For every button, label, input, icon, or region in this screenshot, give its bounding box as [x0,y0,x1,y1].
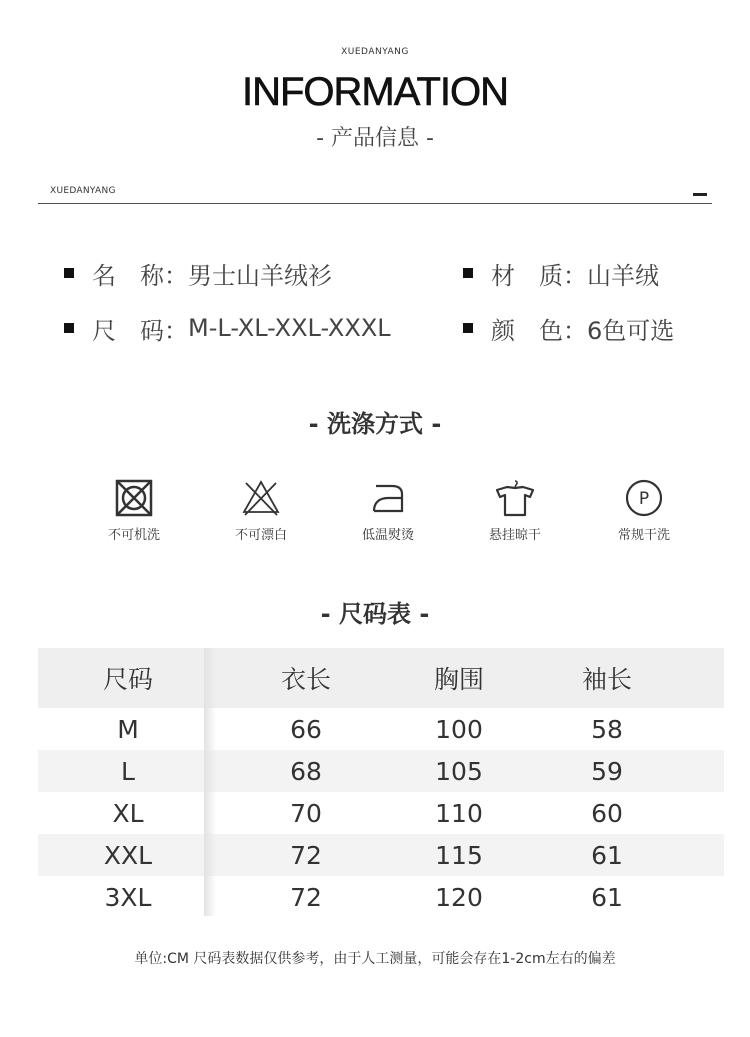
info-size-label: 尺 码： [92,316,188,345]
header-size: 尺码 [102,665,153,694]
cell-size: XXL [103,840,153,870]
info-size-value: M-L-XL-XXL-XXXL [188,314,391,342]
cell-size: 3XL [104,882,152,912]
care-label: 不可漂白 [234,528,287,543]
bullet-square-icon [64,323,74,333]
cell-size: L [121,756,135,786]
cell-chest: 105 [435,756,483,786]
size-table [38,648,724,918]
bullet-square-icon [463,323,473,333]
cell-chest: 115 [435,840,483,870]
info-color-label: 颜 色： [491,316,587,345]
cell-chest: 100 [435,714,483,744]
cell-size: XL [112,798,144,828]
header-length: 衣长 [280,665,331,694]
table-row [38,876,724,918]
column-divider-shadow [204,648,216,916]
page-title: INFORMATION [241,70,508,114]
bullet-square-icon [463,268,473,278]
divider [38,203,712,204]
table-row [38,708,724,750]
cell-sleeve: 60 [591,798,623,828]
care-title: - 洗涤方式 - [308,410,442,438]
care-item-dry-clean [589,478,699,543]
page-subtitle: - 产品信息 - [316,126,434,151]
low-iron-icon [368,478,408,518]
care-item-no-bleach [206,478,316,543]
header-chest: 胸围 [433,665,484,694]
dash-mark [693,193,707,196]
table-row [38,750,724,792]
info-name [64,258,332,288]
info-color [463,313,674,343]
hang-dry-icon [495,478,535,518]
cell-length: 66 [290,714,322,744]
dry-clean-icon [624,478,664,518]
table-row [38,834,724,876]
no-bleach-icon [241,478,281,518]
footnote: 单位:CM 尺码表数据仅供参考，由于人工测量，可能会存在1-2cm左右的偏差 [134,951,616,967]
cell-sleeve: 61 [591,882,623,912]
info-material-value: 山羊绒 [587,261,659,290]
care-label: 不可机洗 [107,528,160,543]
size-chart-title: - 尺码表 - [320,600,430,628]
brand-small-top: XUEDANYANG [341,47,409,57]
care-item-low-iron [333,478,443,543]
info-size [64,313,391,343]
care-label: 常规干洗 [617,528,670,543]
cell-sleeve: 61 [591,840,623,870]
info-material-label: 材 质： [491,261,587,290]
cell-length: 72 [290,840,322,870]
care-item-hang-dry [460,478,570,543]
no-machine-wash-icon [114,478,154,518]
table-header [38,648,724,708]
cell-chest: 110 [435,798,483,828]
info-material [463,258,659,288]
cell-chest: 120 [435,882,483,912]
info-color-value: 6色可选 [587,316,675,345]
info-name-value: 男士山羊绒衫 [188,261,332,290]
cell-sleeve: 58 [591,714,623,744]
svg-text:P: P [638,489,650,509]
brand-small-line: XUEDANYANG [50,186,116,196]
cell-size: M [117,714,139,744]
bullet-square-icon [64,268,74,278]
cell-sleeve: 59 [591,756,623,786]
table-row [38,792,724,834]
care-label: 低温熨烫 [361,528,414,543]
care-item-no-machine-wash [79,478,189,543]
care-label: 悬挂晾干 [488,528,541,543]
cell-length: 72 [290,882,322,912]
cell-length: 70 [290,798,322,828]
header-sleeve: 袖长 [581,665,632,694]
info-name-label: 名 称： [92,261,188,290]
cell-length: 68 [290,756,322,786]
